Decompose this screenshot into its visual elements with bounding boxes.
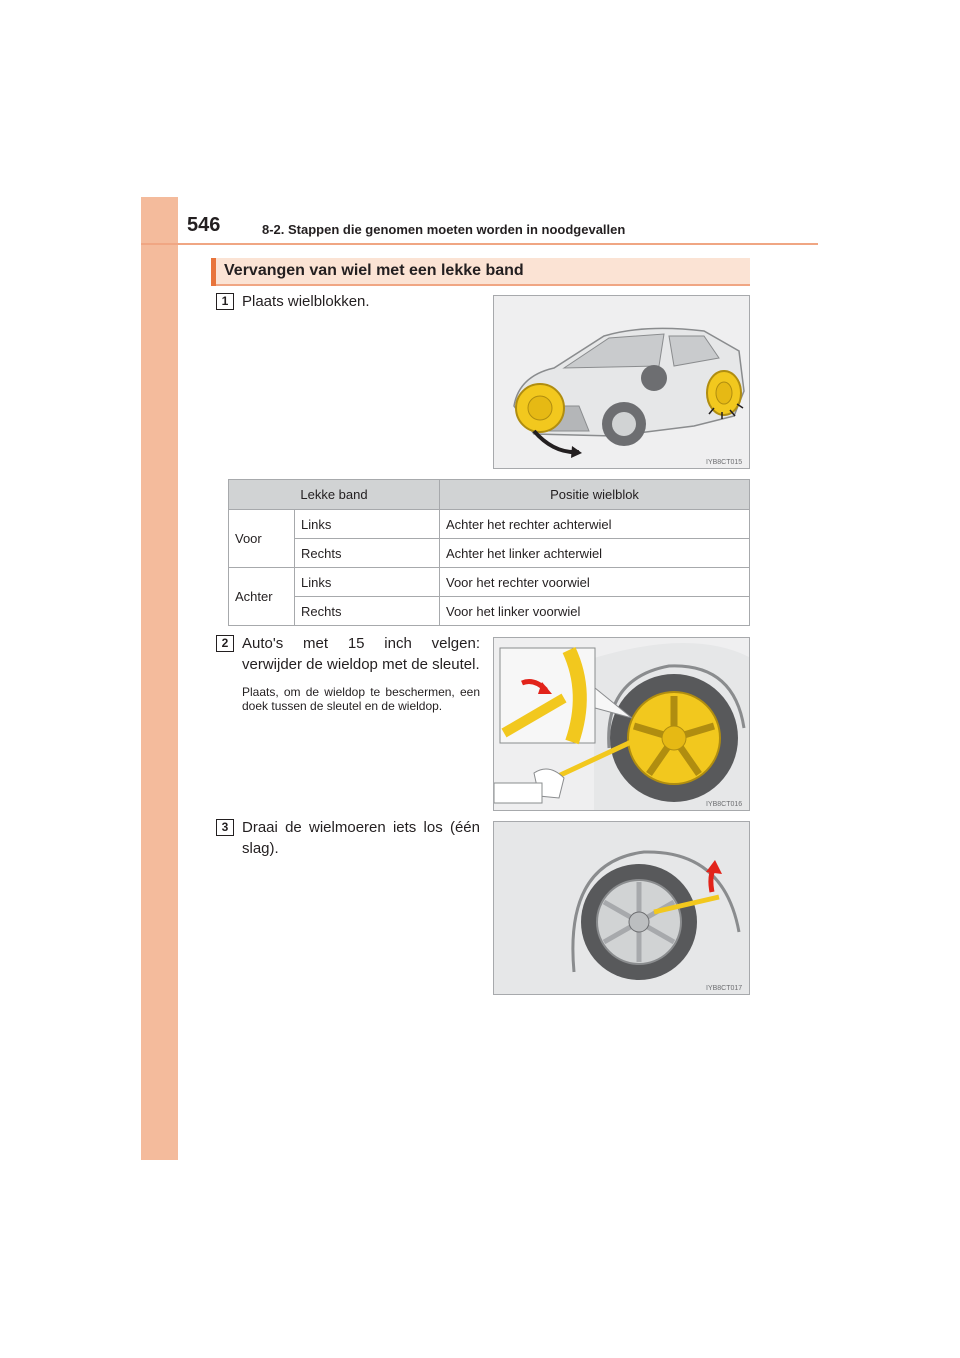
section-heading-accent bbox=[211, 258, 216, 286]
table-cell-side: Links bbox=[295, 510, 440, 539]
step-2-text: Auto's met 15 inch velgen: verwijder de wieldop met de sleutel. bbox=[242, 635, 480, 673]
figure-code: IYB8CT017 bbox=[706, 985, 743, 992]
step-number-2: 2 bbox=[216, 635, 234, 652]
table-cell-side: Rechts bbox=[295, 597, 440, 626]
section-heading-text: Vervangen van wiel met een lekke band bbox=[224, 262, 524, 279]
table-header-chock-position: Positie wielblok bbox=[440, 480, 750, 510]
step-number-1: 1 bbox=[216, 293, 234, 310]
step-3-text: Draai de wielmoeren iets los (één slag). bbox=[242, 819, 480, 857]
table-row bbox=[229, 539, 750, 568]
table-row bbox=[229, 510, 750, 539]
table-header-row bbox=[229, 480, 750, 510]
figure-wheel-chocks bbox=[493, 295, 750, 469]
table-cell-side: Links bbox=[295, 568, 440, 597]
figure-code: IYB8CT016 bbox=[706, 801, 743, 808]
step-2-note: Plaats, om de wieldop te beschermen, een doek tussen de sleutel en de wieldop. bbox=[242, 685, 480, 713]
figure-loosen-wheel-nuts bbox=[493, 821, 750, 995]
chapter-title: 8-2. Stappen die genomen moeten worden in noodgevallen bbox=[262, 222, 626, 237]
wheel-chock-table bbox=[228, 479, 750, 626]
figure-remove-wheel-cap bbox=[493, 637, 750, 811]
table-group-label: Achter bbox=[229, 568, 295, 626]
table-group-label: Voor bbox=[229, 510, 295, 568]
table-row bbox=[229, 597, 750, 626]
page-number: 546 bbox=[187, 214, 221, 236]
header-rule bbox=[141, 243, 818, 245]
table-cell-position: Achter het linker achterwiel bbox=[440, 539, 750, 568]
table-row bbox=[229, 568, 750, 597]
step-number-3: 3 bbox=[216, 819, 234, 836]
table-cell-side: Rechts bbox=[295, 539, 440, 568]
step-1-text: Plaats wielblokken. bbox=[242, 293, 370, 310]
side-band bbox=[141, 197, 178, 1160]
table-cell-position: Voor het rechter voorwiel bbox=[440, 568, 750, 597]
table-header-flat-tire: Lekke band bbox=[229, 480, 440, 510]
figure-code: IYB8CT015 bbox=[706, 459, 743, 466]
table-cell-position: Voor het linker voorwiel bbox=[440, 597, 750, 626]
section-heading bbox=[211, 258, 750, 286]
table-cell-position: Achter het rechter achterwiel bbox=[440, 510, 750, 539]
